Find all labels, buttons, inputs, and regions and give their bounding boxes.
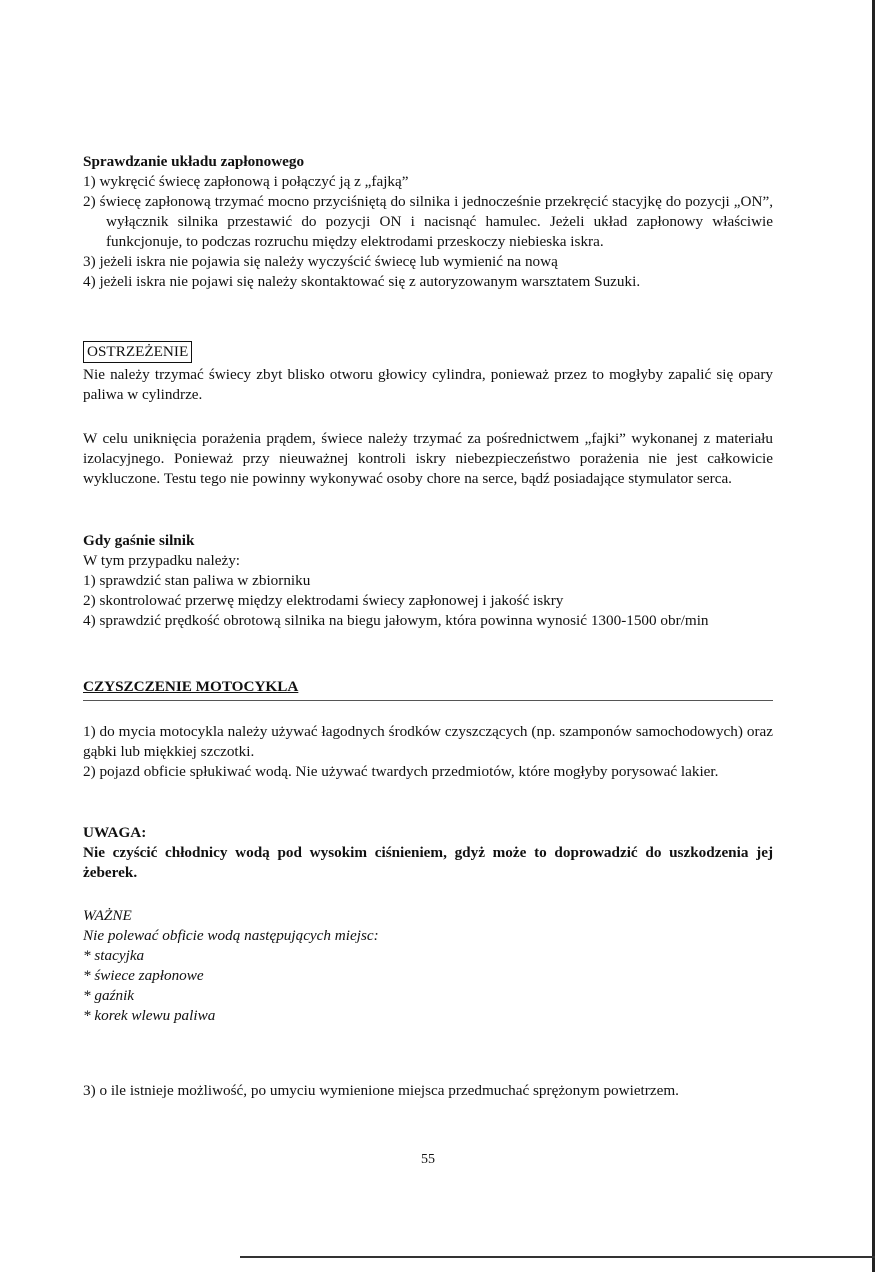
list-item: * stacyjka <box>83 947 145 964</box>
list-item: 4) jeżeli iskra nie pojawi się należy skontaktować się z autoryzowanym warsztatem Suzuki. <box>83 273 641 290</box>
list-item: 3) jeżeli iskra nie pojawia się należy wyczyścić świecę lub wymienić na nową <box>83 253 558 270</box>
list-item: 2) skontrolować przerwę między elektrodami świecy zapłonowej i jakość iskry <box>83 592 564 609</box>
cleaning-steps <box>83 722 773 782</box>
warning-text: Nie należy trzymać świecy zbyt blisko otworu głowicy cylindra, ponieważ przez to mogłyby zapalić się opary paliwa w cylindrze. <box>83 366 773 403</box>
warning-label: OSTRZEŻENIE <box>83 341 192 363</box>
engine-stalls-intro: W tym przypadku należy: <box>83 552 241 569</box>
scan-edge-bottom <box>240 1256 875 1258</box>
ignition-check-heading: Sprawdzanie układu zapłonowego <box>83 153 305 170</box>
important-label: WAŻNE <box>83 907 132 924</box>
list-item: 1) do mycia motocykla należy używać łagodnych środków czyszczących (np. szamponów samochodowych) oraz gąbki lub miękkiej szczotki. <box>83 723 773 760</box>
note-label: UWAGA: <box>83 824 147 841</box>
final-step <box>83 1081 773 1101</box>
list-item: * świece zapłonowe <box>83 967 204 984</box>
important-intro: Nie polewać obficie wodą następujących miejsc: <box>83 927 379 944</box>
cleaning-heading-text: CZYSZCZENIE MOTOCYKLA <box>83 678 299 695</box>
list-item: 1) wykręcić świecę zapłonową i połączyć ją z „fajką” <box>83 173 409 190</box>
list-item: 4) sprawdzić prędkość obrotową silnika na biegu jałowym, która powinna wynosić 1300-1500 obr/min <box>83 612 709 629</box>
list-item: 2) pojazd obficie spłukiwać wodą. Nie używać twardych przedmiotów, które mogłyby porysować lakier. <box>83 763 719 780</box>
engine-stalls-heading: Gdy gaśnie silnik <box>83 532 195 549</box>
cleaning-note <box>83 823 773 883</box>
shock-warning-paragraph <box>83 429 773 489</box>
note-text: Nie czyścić chłodnicy wodą pod wysokim ciśnieniem, gdyż może to doprowadzić do uszkodzenia jej żeberek. <box>83 844 773 881</box>
cleaning-heading <box>83 677 773 697</box>
shock-warning-text: W celu uniknięcia porażenia prądem, świece należy trzymać za pośrednictwem „fajki” wykonanej z materiału izolacyjnego. Ponieważ przy nieuważnej kontroli iskry niebezpieczeństwo porażenia nie jest całkowicie wykluczone. Testu tego nie powinny wykonywać osoby chore na serce, bądź posiadające stymulator serca. <box>83 430 773 487</box>
list-item: * korek wlewu paliwa <box>83 1007 216 1024</box>
list-item: 2) świecę zapłonową trzymać mocno przyciśniętą do silnika i jednocześnie przekręcić stacyjkę do pozycji „ON”, wyłącznik silnika przestawić do pozycji ON i nacisnąć hamulec. Jeżeli układ zapłonowy właściwie funkcjonuje, to podczas rozruchu między elektrodami przeskoczy niebieska iskra. <box>83 193 773 250</box>
page-number: 55 <box>421 1152 435 1167</box>
engine-stalls-section <box>83 531 773 631</box>
warning-section <box>83 341 773 405</box>
ignition-check-section <box>83 152 773 292</box>
section-divider <box>83 700 773 701</box>
cleaning-section-heading-wrap <box>83 677 773 697</box>
final-step-text: 3) o ile istnieje możliwość, po umyciu wymienione miejsca przedmuchać sprężonym powietrzem. <box>83 1082 679 1099</box>
list-item: * gaźnik <box>83 987 135 1004</box>
important-note <box>83 906 773 1026</box>
list-item: 1) sprawdzić stan paliwa w zbiorniku <box>83 572 311 589</box>
